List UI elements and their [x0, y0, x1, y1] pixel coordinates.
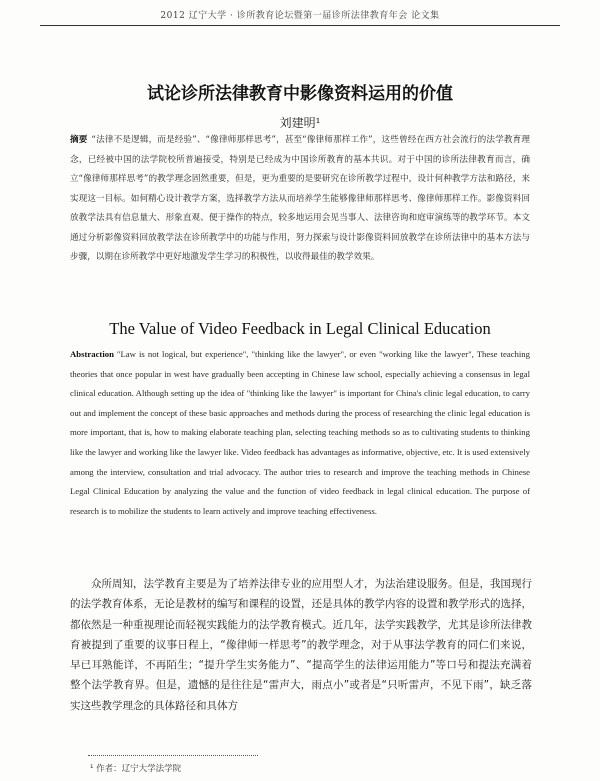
body-paragraph: 众所周知，法学教育主要是为了培养法律专业的应用型人才，为法治建设服务。但是，我国现行的法学教育体系，无论是教材的编写和课程的设置，还是具体的教学内容的设置和教学形式的选择，都依然是一种重视理论而轻视实践能力的法学教育模式。近几年，法学实践教学，尤其是诊所法律教育被提到了重要的议事日程上，“像律师一样思考”的教学理念，对于从事法学教育的同仁们来说，早已耳熟能详，不再陌生；“提升学生实务能力”、“提高学生的法律运用能力”等口号和提法充满着整个法学教育界。但是，遗憾的是往往是“雷声大，雨点小”或者是“只听雷声，不见下雨”，缺乏落实这些教学理念的具体路径和具体方 [70, 578, 532, 712]
footnote-rule [88, 755, 258, 756]
english-abstract [70, 345, 530, 521]
chinese-abstract [70, 131, 530, 268]
english-abstract-text: "Law is not logical, but experience", "thinking like the lawyer", or even "working like the lawyer", These teaching theories that once popular in west have gradually been accepting in Chinese law school, especially achieving a consensus in legal clinical education. Although setting up the idea of "thinking like the lawyer" is important for China's clinic legal education, to carry out and implement the concept of these basic approaches and methods during the process of researching the clinic legal education is more important, that is, how to making elaborate teaching plan, selecting teaching methods so as to cultivating students to thinking like the lawyer and working like the lawyer like. Video feedback has advantages as informative, objective, etc. It is used extensively among the interview, consultation and trial advocacy. The author tries to research and improve the teaching methods in Chinese Legal Clinical Education by analyzing the value and the function of video feedback in legal clinical education. The purpose of research is to mobilize the students to learn actively and improve teaching effectiveness. [70, 349, 530, 516]
english-title: The Value of Video Feedback in Legal Clinical Education [109, 319, 491, 338]
running-header: 2012 辽宁大学 · 诊所教育论坛暨第一届诊所法律教育年会 论文集 [160, 11, 440, 21]
footnote: ¹ 作者：辽宁大学法学院 [90, 764, 182, 774]
header-rule [40, 25, 560, 26]
chinese-abstract-label: 摘要 [70, 135, 88, 145]
chinese-title: 试论诊所法律教育中影像资料运用的价值 [147, 84, 453, 104]
author-name: 刘建明¹ [279, 116, 321, 130]
english-abstract-label: Abstraction [70, 349, 114, 359]
chinese-abstract-text: “法律不是逻辑，而是经验”、“像律师那样思考”，甚至“像律师那样工作”，这些曾经在西方社会流行的法学教育理念，已经被中国的法学院校所普遍接受，特别是已经成为中国诊所教育的基本共识。对于中国的诊所法律教育而言，确立“像律师那样思考”的教学理念固然重要，但是，更为重要的是要研究在诊所教学过程中，设计何种教学方法和路径，来实现这一目标。如何精心设计教学方案，选择教学方法从而培养学生能够像律师那样思考、像律师那样工作。影像资料回放教学法具有信息量大、形象直观、便于操作的特点，较多地运用会见当事人、法律咨询和庭审演练等的教学环节。本文通过分析影像资料回放教学法在诊所教学中的功能与作用，努力探索与设计影像资料回放教学在诊所法律中的基本方法与步骤，以期在诊所教学中更好地激发学生学习的积极性，以收得最佳的教学效果。 [70, 135, 530, 262]
